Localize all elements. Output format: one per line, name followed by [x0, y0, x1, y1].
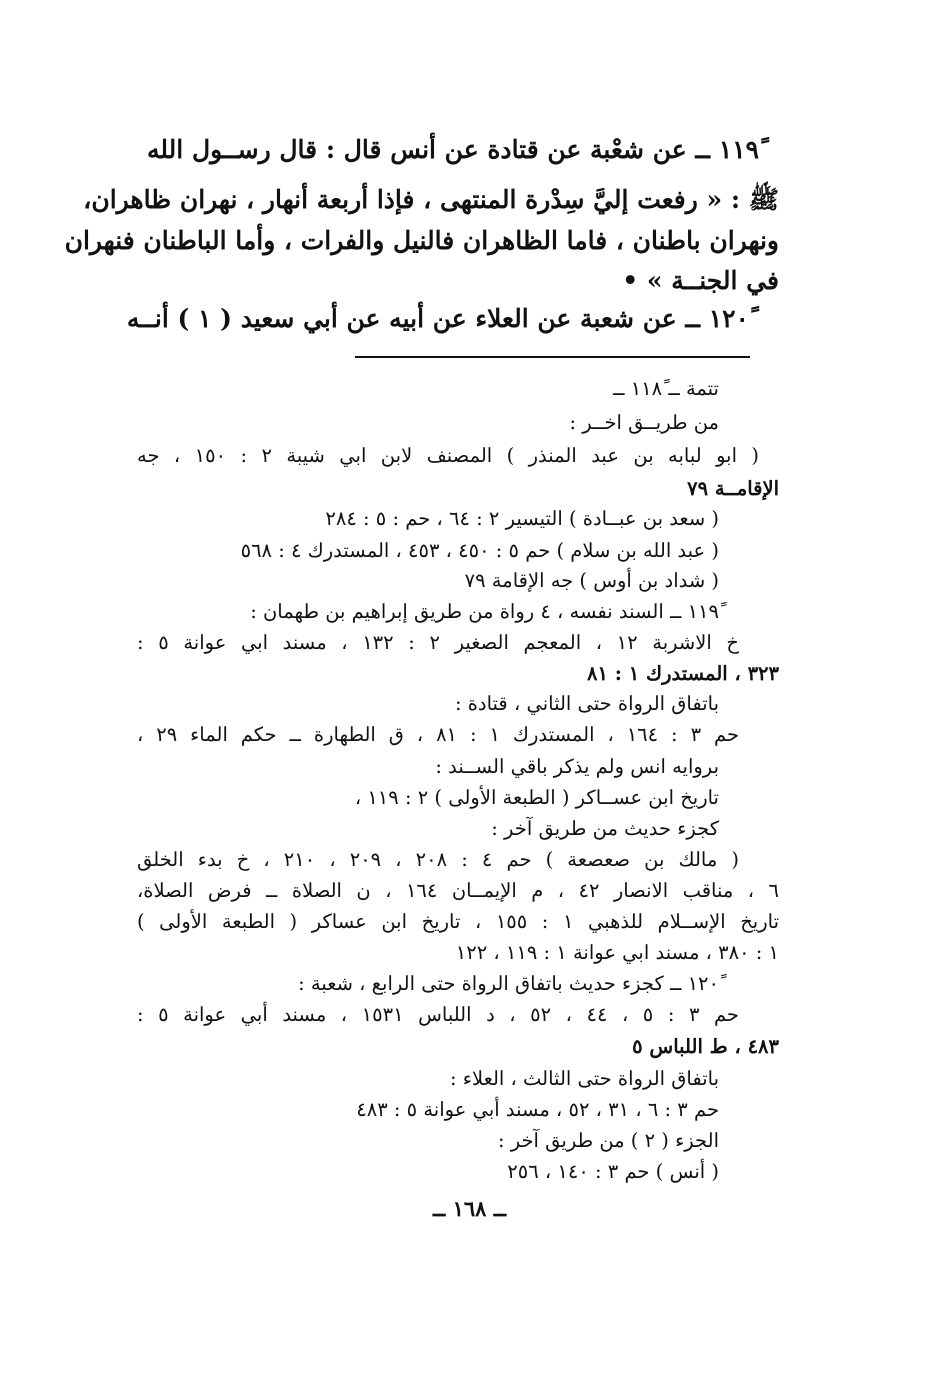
footnote-line: ( شداد بن أوس ) جه الإقامة ٧٩	[464, 569, 719, 592]
footnote-line: ( ابو لبابه بن عبد المنذر ) المصنف لابن ابي شيبة ٢ : ١٥٠ ، جه	[137, 444, 760, 467]
main-text-line: ١١٩ً ــ عن شعْبة عن قتادة عن أنس قال : قال رســول الله	[147, 135, 759, 164]
footnote-line: ١ : ٣٨٠ ، مسند ابي عوانة ١ : ١١٩ ، ١٢٢	[455, 941, 779, 964]
main-text-line: في الجنــة » •	[622, 266, 779, 295]
footnote-line: الجزء ( ٢ ) من طريق آخر :	[497, 1129, 719, 1152]
footnote-line: تاريخ ابن عســاكر ( الطبعة الأولى ) ٢ : ١١٩ ،	[354, 786, 719, 809]
footnote-line: باتفاق الرواة حتى الثالث ، العلاء :	[450, 1067, 719, 1090]
main-text-line: ١٢٠ً ــ عن شعبة عن العلاء عن أبيه عن أبي سعيد ( ١ ) أنــه	[126, 304, 749, 333]
footnote-line: تاريخ الإســلام للذهبي ١ : ١٥٥ ، تاريخ ابن عساكر ( الطبعة الأولى )	[137, 910, 780, 933]
footnote-line: ( سعد بن عبــادة ) التيسير ٢ : ٦٤ ، حم : ٥ : ٢٨٤	[325, 507, 719, 530]
main-text-line: ﷺ : « رفعت إليَّ سِدْرة المنتهى ، فإذا أربعة أنهار ، نهران ظاهران،	[83, 185, 779, 214]
footnote-line: ١١٩ً ــ السند نفسه ، ٤ رواة من طريق إبراهيم بن طهمان :	[250, 600, 719, 623]
footnote-line: ٦ ، مناقب الانصار ٤٢ ، م الإيمــان ١٦٤ ، ن الصلاة ــ فرض الصلاة،	[137, 879, 779, 902]
footnote-line: حم ٣ : ٦ ، ٣١ ، ٥٢ ، مسند أبي عوانة ٥ : ٤٨٣	[356, 1098, 719, 1121]
footnote-line: ١٢٠ً ــ كجزء حديث باتفاق الرواة حتى الرابع ، شعبة :	[298, 972, 719, 995]
footnote-line: حم ٣ : ٥ ، ٤٤ ، ٥٢ ، د اللباس ١٥٣١ ، مسند أبي عوانة ٥ :	[137, 1003, 739, 1026]
footnote-line: ( عبد الله بن سلام ) حم ٥ : ٤٥٠ ، ٤٥٣ ، المستدرك ٤ : ٥٦٨	[240, 539, 719, 562]
footnote-line: خ الاشربة ١٢ ، المعجم الصغير ٢ : ١٣٢ ، مسند ابي عوانة ٥ :	[137, 631, 739, 654]
footnote-line: حم ٣ : ١٦٤ ، المستدرك ١ : ٨١ ، ق الطهارة ــ حكم الماء ٢٩ ،	[137, 723, 740, 746]
main-text-line: ونهران باطنان ، فاما الظاهران فالنيل والفرات ، وأما الباطنان فنهران	[64, 226, 779, 255]
footnote-line: ٤٨٣ ، ط اللباس ٥	[632, 1035, 779, 1058]
footnote-line: الإقامــة ٧٩	[687, 477, 779, 500]
footnote-line: بروايه انس ولم يذكر باقي الســند :	[435, 755, 719, 778]
footnote-line: كجزء حديث من طريق آخر :	[491, 817, 719, 840]
footnote-line: ٣٢٣ ، المستدرك ١ : ٨١	[587, 662, 779, 685]
footnote-line: ( أنس ) حم ٣ : ١٤٠ ، ٢٥٦	[507, 1160, 719, 1183]
footnote-line: تتمة ــ ١١٨ً ــ	[613, 377, 719, 400]
footnote-separator	[355, 356, 750, 358]
footnote-line: باتفاق الرواة حتى الثاني ، قتادة :	[454, 692, 719, 715]
footnote-line: من طريــق اخــر :	[569, 411, 719, 434]
footnote-line: ( مالك بن صعصعة ) حم ٤ : ٢٠٨ ، ٢٠٩ ، ٢١٠ ، خ بدء الخلق	[137, 848, 739, 871]
page-number: ــ ١٦٨ ــ	[432, 1196, 507, 1221]
